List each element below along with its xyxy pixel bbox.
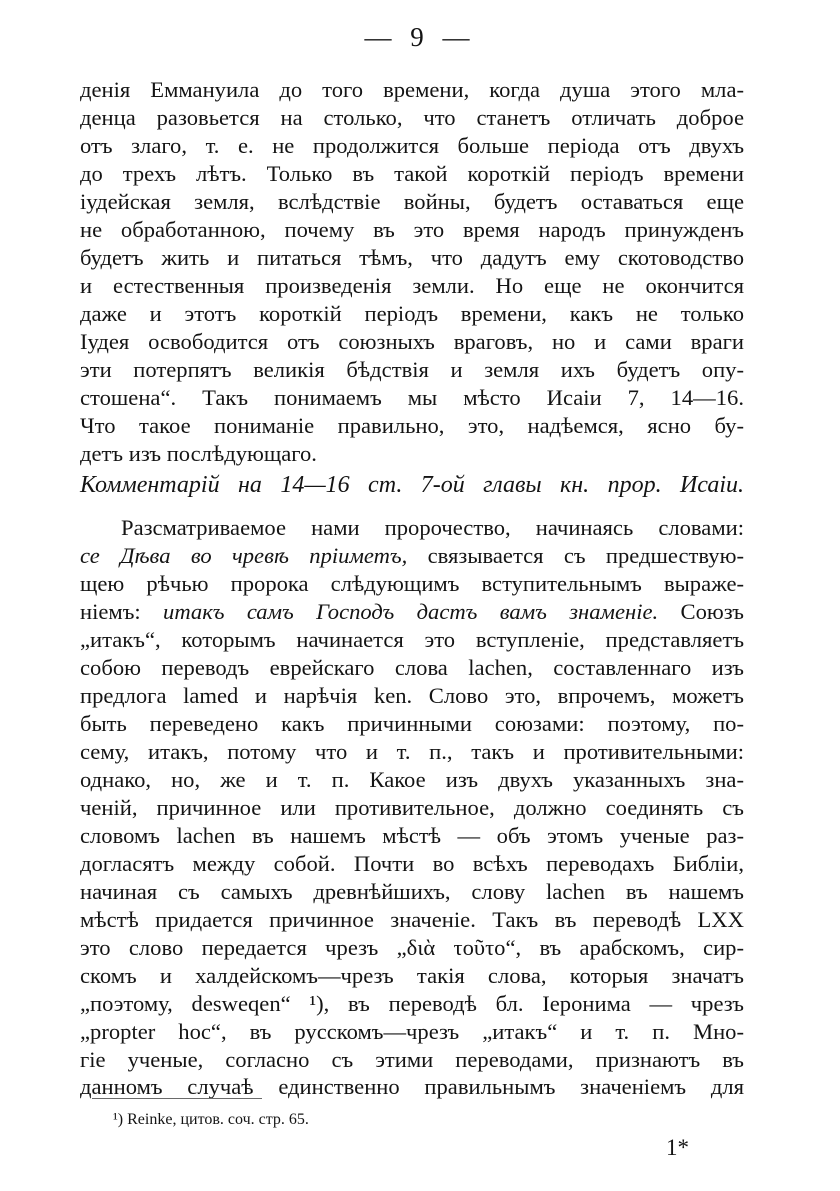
text-line-indented: Разсматриваемое нами пророчество, начинаясь словами: xyxy=(121,515,744,540)
text-line: эти потерпятъ великія бѣдствія и земля ихъ будетъ опу- xyxy=(80,357,744,382)
text-line: ченій, причинное или противительное, должно соединять съ xyxy=(80,795,744,820)
footnote-divider xyxy=(92,1098,262,1099)
text-line: быть переведено какъ причинными союзами: поэтому, по- xyxy=(80,711,744,736)
quote-italic: се Дѣва во чревѣ пріиметъ, xyxy=(80,543,408,568)
text-line: догласятъ между собой. Почти во всѣхъ переводахъ Библіи, xyxy=(80,851,744,876)
text-line: стошена“. Такъ понимаемъ мы мѣсто Исаіи 7, 14—16. xyxy=(80,385,744,410)
text-line: скомъ и халдейскомъ—чрезъ такія слова, которыя значатъ xyxy=(80,963,744,988)
text-line: начиная съ самыхъ древнѣйшихъ, слову lachen въ нашемъ xyxy=(80,879,744,904)
text-line: предлога lamed и нарѣчія ken. Слово это, впрочемъ, можетъ xyxy=(80,683,744,708)
text-run: Союзъ xyxy=(658,599,744,624)
text-run: связывается съ предшествую- xyxy=(407,543,745,568)
quote-italic: итакъ самъ Господъ дастъ вамъ знаменіе. xyxy=(163,599,659,624)
text-line: мѣстѣ придается причинное значеніе. Такъ въ переводѣ LXX xyxy=(80,907,744,932)
text-line: отъ злаго, т. е. не продолжится больше періода отъ двухъ xyxy=(80,133,744,158)
text-line: данномъ случаѣ единственно правильнымъ значеніемъ для xyxy=(80,1074,744,1099)
footnote: ¹) Reinke, цитов. соч. стр. 65. xyxy=(113,1111,309,1128)
text-line: „поэтому, desweqen“ ¹), въ переводѣ бл. Іеронима — чрезъ xyxy=(80,991,744,1016)
text-line: денія Еммануила до того времени, когда душа этого мла- xyxy=(80,77,744,102)
text-line: гіе ученые, согласно съ этими переводами, признаютъ въ xyxy=(80,1047,744,1072)
text-line: сему, итакъ, потому что и т. п., такъ и противительными: xyxy=(80,739,744,764)
text-line: до трехъ лѣтъ. Только въ такой короткій періодъ времени xyxy=(80,161,744,186)
text-line: Что такое пониманіе правильно, это, надѣемся, ясно бу- xyxy=(80,413,744,438)
text-line: будетъ жить и питаться тѣмъ, что дадутъ ему скотоводство xyxy=(80,245,744,270)
printer-signature-mark: 1* xyxy=(666,1135,689,1160)
text-line: это слово передается чрезъ „διὰ τοῦτο“, въ арабскомъ, сир- xyxy=(80,935,744,960)
text-line: Іудея освободится отъ союзныхъ враговъ, но и сами враги xyxy=(80,329,744,354)
text-line: даже и этотъ короткій періодъ времени, какъ не только xyxy=(80,301,744,326)
text-line: однако, но, же и т. п. Какое изъ двухъ указанныхъ зна- xyxy=(80,767,744,792)
text-line: „итакъ“, которымъ начинается это вступленіе, представляетъ xyxy=(80,627,744,652)
page-number: — 9 — xyxy=(364,22,476,52)
text-line: собою переводъ еврейскаго слова lachen, составленнаго изъ xyxy=(80,655,744,680)
text-line: щею рѣчью пророка слѣдующимъ вступительнымъ выраже- xyxy=(80,571,744,596)
text-run: ніемъ: xyxy=(80,599,164,624)
text-line: словомъ lachen въ нашемъ мѣстѣ — объ этомъ ученые раз- xyxy=(80,823,744,848)
text-line xyxy=(80,542,744,570)
text-line: и естественныя произведенія земли. Но еще не окончится xyxy=(80,273,744,298)
text-line xyxy=(80,598,744,626)
text-line: „propter hoc“, въ русскомъ—чрезъ „итакъ“ и т. п. Мно- xyxy=(80,1019,744,1044)
text-line: денца разовьется на столько, что станетъ отличать доброе xyxy=(80,105,744,130)
text-line-last: детъ изъ послѣдующаго. xyxy=(80,441,317,466)
text-line: не обработанною, почему въ это время народъ принужденъ xyxy=(80,217,744,242)
text-line: іудейская земля, вслѣдствіе войны, будетъ оставаться еще xyxy=(80,189,744,214)
section-heading: Комментарій на 14—16 ст. 7-ой главы кн. прор. Исаіи. xyxy=(80,472,744,498)
